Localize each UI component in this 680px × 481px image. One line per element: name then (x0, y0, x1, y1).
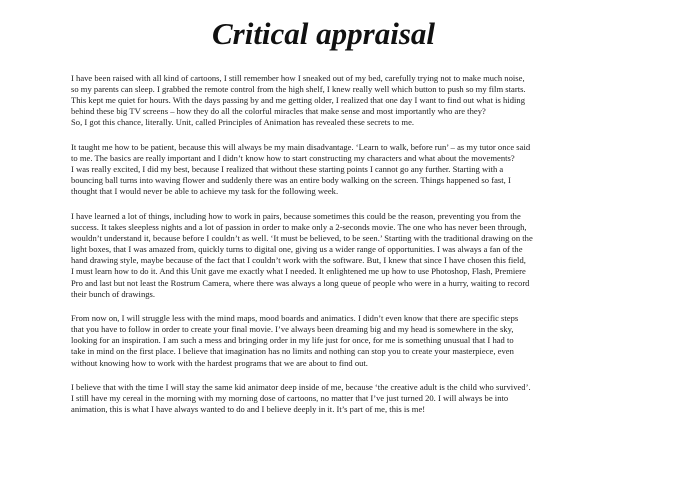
text-line: take in mind on the first place. I believe that imagination has no limits and nothing can stop you to create your masterpiece, even (71, 346, 514, 357)
text-line: I have been raised with all kind of cartoons, I still remember how I sneaked out of my bed, carefully trying not to make much noise, (71, 73, 525, 83)
text-line: I must learn how to do it. And this Unit gave me exactly what I needed. It enlightened me up how to use Photoshop, Flash, Premiere (71, 266, 526, 277)
page-title: Critical appraisal (211, 16, 436, 51)
paragraph-5 (71, 382, 627, 415)
text-line: light boxes, that I was amazed from, quickly turns to digital one, giving us a wider range of opportunities. I was always a fan of the (71, 244, 523, 255)
text-line: thought that I would never be able to achieve my task for the following week. (71, 186, 339, 197)
text-line: success. It takes sleepless nights and a lot of passion in order to make only a 2-seconds movie. The one who has never been through, (71, 222, 527, 233)
text-line: their bunch of drawings. (71, 288, 156, 299)
text-line: Pro and last but not least the Rostrum Camera, where there was always a long queue of people who were in a hurry, waiting to record (71, 277, 530, 288)
text-line: wouldn’t understand it, because before I couldn’t as well. ‘It must be believed, to be seen.’ Starting with the traditional drawing on the (71, 233, 533, 244)
paragraph-2 (71, 142, 627, 197)
text-line: I have learned a lot of things, including how to work in pairs, because sometimes this could be the reason, preventing you from the (71, 210, 521, 221)
text-line: that you have to follow in order to create your final movie. I’ve always been dreaming big and my head is somewhere in the sky, (71, 324, 514, 335)
text-line: This kept me quiet for hours. With the days passing by and me getting older, I realized that one day I want to find out what is hiding (71, 95, 526, 106)
text-line: to me. The basics are really important and I didn’t know how to start constructing my characters and what about the movements? (71, 153, 515, 164)
text-line: I still have my cereal in the morning with my morning dose of cartoons, no matter that I’ve just turned 20. I will always be into (71, 393, 509, 404)
text-line: It taught me how to be patient, because this will always be my main disadvantage. ‘Learn to walk, before run’ – as my tutor once said (71, 141, 531, 152)
text-line: behind these big TV screens – how they do all the colorful miracles that make sense and most importantly who are they? (71, 106, 486, 117)
text-line: animation, this is what I have always wanted to do and I believe deeply in it. It’s part of me, this is me! (71, 404, 426, 415)
paragraph-3 (71, 211, 627, 300)
document-body (71, 73, 627, 429)
text-line: From now on, I will struggle less with the mind maps, mood boards and animatics. I didn’t even know that there are specific steps (71, 313, 519, 324)
paragraph-4 (71, 313, 627, 368)
text-line: I was really excited, I did my best, because I realized that without these starting points I cannot go any further. Starting with a (71, 164, 504, 175)
text-line: I believe that with the time I will stay the same kid animator deep inside of me, because ‘the creative adult is the child who survived’. (71, 382, 531, 393)
text-line: looking for an inspiration. I am such a mess and bringing order in my life just for once, for me is something unusual that I had to (71, 335, 514, 346)
text-line: So, I got this chance, literally. Unit, called Principles of Animation has revealed these secrets to me. (71, 117, 415, 128)
text-line: bouncing ball turns into waving flower and suddenly there was an entire body walking on the screen. Things happened so fast, I (71, 175, 511, 186)
paragraph-1 (71, 73, 627, 128)
text-line: so my parents can sleep. I grabbed the remote control from the high shelf, I knew really well which button to push so my film starts. (71, 84, 526, 95)
text-line: hand drawing style, maybe because of the fact that I couldn’t work with the software. But, I knew that since I have chosen this field, (71, 255, 526, 266)
text-line: without knowing how to work with the hardest programs that we are about to find out. (71, 357, 368, 368)
